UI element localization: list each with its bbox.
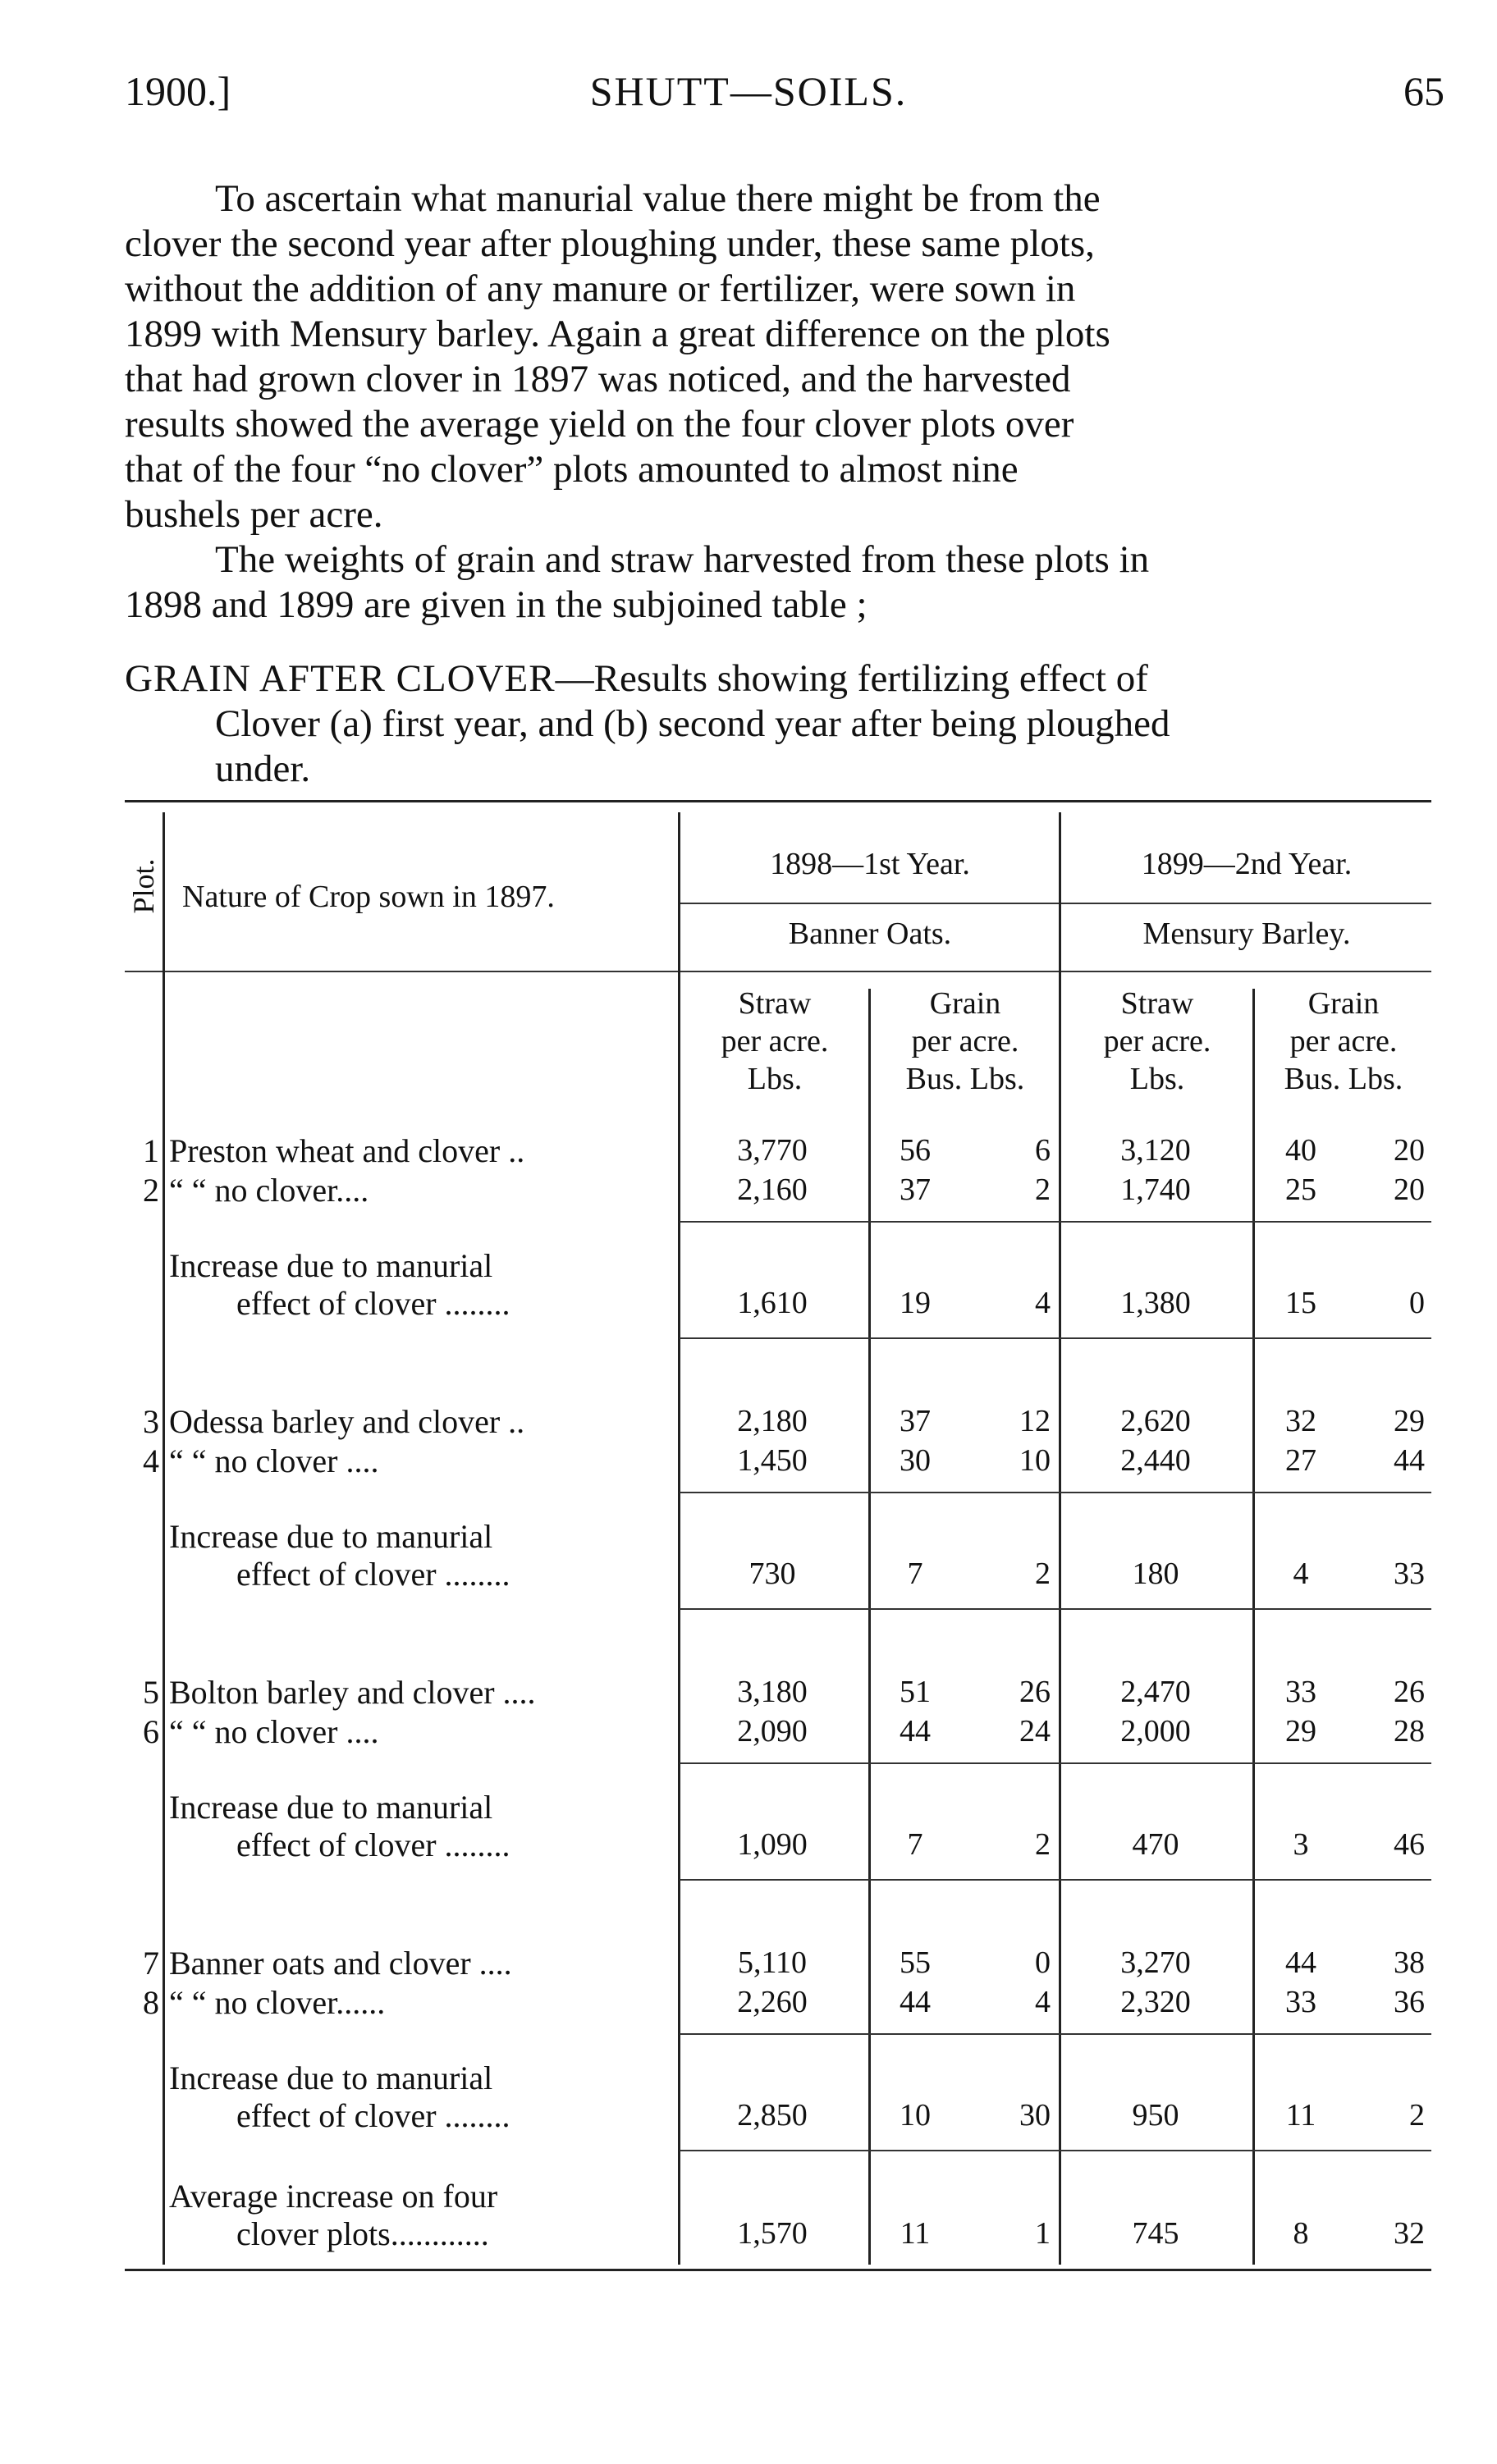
value-cell: 10 xyxy=(900,2098,931,2133)
value-cell: 2,320 xyxy=(1120,1985,1191,2019)
value-cell: 46 xyxy=(1394,1827,1425,1862)
plot-number: 2 xyxy=(143,1172,159,1209)
text-line: clover the second year after ploughing under, these same plots, xyxy=(125,222,1095,265)
value-cell: 12 xyxy=(1019,1404,1051,1438)
value-cell: 1,740 xyxy=(1120,1173,1191,1207)
value-cell: 3,180 xyxy=(737,1675,808,1709)
value-cell: 1,610 xyxy=(737,1286,808,1320)
label-column-rule xyxy=(678,812,680,2265)
value-cell: 15 xyxy=(1285,1286,1316,1320)
grain-1898-rule xyxy=(868,989,871,2265)
caption-line-2: Clover (a) first year, and (b) second year after being ploughed xyxy=(215,702,1170,745)
year-1898-header: 1898—1st Year. xyxy=(770,847,970,881)
body-paragraph-2 xyxy=(125,537,1431,628)
straw-1899-header: Straw per acre. Lbs. xyxy=(1103,986,1211,1096)
value-cell: 7 xyxy=(907,1827,923,1862)
table-bottom-rule xyxy=(125,2269,1431,2271)
value-cell: 10 xyxy=(1019,1443,1051,1478)
value-cell: 1 xyxy=(1035,2216,1051,2251)
value-cell: 2,440 xyxy=(1120,1443,1191,1478)
value-cell: 2,090 xyxy=(737,1714,808,1749)
running-head-year: 1900.] xyxy=(125,68,231,114)
increase-label: Increase due to manurial xyxy=(169,2059,493,2096)
value-cell: 44 xyxy=(1394,1443,1425,1478)
straw-1898-header: Straw per acre. Lbs. xyxy=(721,986,829,1096)
value-cell: 55 xyxy=(900,1945,931,1980)
group-rule xyxy=(680,1221,1431,1223)
value-cell: 44 xyxy=(900,1714,931,1749)
text-line: 1899 with Mensury barley. Again a great difference on the plots xyxy=(125,313,1110,355)
crop-header: Nature of Crop sown in 1897. xyxy=(182,880,555,914)
value-cell: 180 xyxy=(1132,1557,1179,1591)
value-cell: 24 xyxy=(1019,1714,1051,1749)
caption-rest: —Results showing fertilizing effect of xyxy=(555,657,1148,700)
crop-1898-header: Banner Oats. xyxy=(788,917,952,951)
value-cell: 2 xyxy=(1035,1557,1051,1591)
value-cell: 28 xyxy=(1394,1714,1425,1749)
increase-rule xyxy=(680,1608,1431,1610)
value-cell: 1,450 xyxy=(737,1443,808,1478)
value-cell: 20 xyxy=(1394,1133,1425,1168)
crop-label: “ “ no clover.... xyxy=(169,1172,369,1209)
crop-label: Bolton barley and clover .... xyxy=(169,1674,536,1711)
value-cell: 0 xyxy=(1409,1286,1425,1320)
value-cell: 26 xyxy=(1019,1675,1051,1709)
value-cell: 3,120 xyxy=(1120,1133,1191,1168)
text-line: that had grown clover in 1897 was noticed, and the harvested xyxy=(125,358,1071,400)
plot-column-rule xyxy=(163,812,165,2265)
value-cell: 25 xyxy=(1285,1173,1316,1207)
crop-label: “ “ no clover .... xyxy=(169,1442,379,1479)
value-cell: 1,380 xyxy=(1120,1286,1191,1320)
value-cell: 33 xyxy=(1285,1675,1316,1709)
value-cell: 1,090 xyxy=(737,1827,808,1862)
plot-number: 7 xyxy=(143,1945,159,1982)
value-cell: 8 xyxy=(1293,2216,1309,2251)
plot-header: Plot. xyxy=(127,858,160,914)
value-cell: 0 xyxy=(1035,1945,1051,1980)
value-cell: 2,000 xyxy=(1120,1714,1191,1749)
crop-1899-header: Mensury Barley. xyxy=(1142,917,1351,951)
plot-number: 8 xyxy=(143,1984,159,2021)
value-cell: 3,270 xyxy=(1120,1945,1191,1980)
caption-line-3: under. xyxy=(215,747,311,790)
value-cell: 11 xyxy=(900,2216,931,2251)
text-line: that of the four “no clover” plots amounted to almost nine xyxy=(125,448,1019,491)
crop-label: Odessa barley and clover .. xyxy=(169,1403,525,1440)
value-cell: 33 xyxy=(1394,1557,1425,1591)
year-1899-header: 1899—2nd Year. xyxy=(1141,847,1353,881)
value-cell: 950 xyxy=(1132,2098,1179,2133)
value-cell: 29 xyxy=(1394,1404,1425,1438)
value-cell: 4 xyxy=(1035,1286,1051,1320)
grain-1899-rule xyxy=(1252,989,1255,2265)
value-cell: 30 xyxy=(1019,2098,1051,2133)
value-cell: 745 xyxy=(1132,2216,1179,2251)
average-label: Average increase on four xyxy=(169,2178,498,2215)
group-rule xyxy=(680,2033,1431,2035)
value-cell: 4 xyxy=(1293,1557,1309,1591)
increase-rule xyxy=(680,2150,1431,2151)
value-cell: 730 xyxy=(748,1557,796,1591)
text-line: bushels per acre. xyxy=(125,493,383,536)
plot-number: 6 xyxy=(143,1713,159,1750)
value-cell: 19 xyxy=(900,1286,931,1320)
plot-number: 3 xyxy=(143,1403,159,1440)
increase-label: effect of clover ........ xyxy=(236,1285,510,1322)
year-divider-rule xyxy=(1059,812,1061,2265)
increase-label: Increase due to manurial xyxy=(169,1247,493,1284)
value-cell: 29 xyxy=(1285,1714,1316,1749)
plot-number: 5 xyxy=(143,1674,159,1711)
value-cell: 2,160 xyxy=(737,1173,808,1207)
value-cell: 56 xyxy=(900,1133,931,1168)
increase-label: Increase due to manurial xyxy=(169,1518,493,1555)
value-cell: 1,570 xyxy=(737,2216,808,2251)
increase-rule xyxy=(680,1879,1431,1881)
crop-label: “ “ no clover...... xyxy=(169,1984,386,2021)
value-cell: 2,620 xyxy=(1120,1404,1191,1438)
header-rule xyxy=(125,971,1431,972)
table-caption xyxy=(125,656,1431,792)
value-cell: 2 xyxy=(1035,1173,1051,1207)
value-cell: 36 xyxy=(1394,1985,1425,2019)
value-cell: 2 xyxy=(1409,2098,1425,2133)
grain-1898-header: Grain per acre. Bus. Lbs. xyxy=(905,986,1025,1096)
value-cell: 37 xyxy=(900,1404,931,1438)
value-cell: 27 xyxy=(1285,1443,1316,1478)
value-cell: 44 xyxy=(1285,1945,1316,1980)
value-cell: 26 xyxy=(1394,1675,1425,1709)
year-rule xyxy=(680,903,1431,904)
increase-rule xyxy=(680,1337,1431,1339)
page-number: 65 xyxy=(1403,68,1444,114)
value-cell: 5,110 xyxy=(737,1945,808,1980)
value-cell: 2,470 xyxy=(1120,1675,1191,1709)
value-cell: 37 xyxy=(900,1173,931,1207)
plot-number: 1 xyxy=(143,1132,159,1169)
average-label: clover plots............ xyxy=(236,2215,489,2252)
crop-label: “ “ no clover .... xyxy=(169,1713,379,1750)
plot-number: 4 xyxy=(143,1442,159,1479)
value-cell: 11 xyxy=(1285,2098,1316,2133)
group-rule xyxy=(680,1762,1431,1764)
text-line: results showed the average yield on the four clover plots over xyxy=(125,403,1074,446)
crop-label: Preston wheat and clover .. xyxy=(169,1132,525,1169)
value-cell: 40 xyxy=(1285,1133,1316,1168)
group-rule xyxy=(680,1492,1431,1493)
value-cell: 2,180 xyxy=(737,1404,808,1438)
text-line: without the addition of any manure or fertilizer, were sown in xyxy=(125,267,1076,310)
value-cell: 2 xyxy=(1035,1827,1051,1862)
increase-label: effect of clover ........ xyxy=(236,1826,510,1863)
value-cell: 38 xyxy=(1394,1945,1425,1980)
value-cell: 4 xyxy=(1035,1985,1051,2019)
value-cell: 7 xyxy=(907,1557,923,1591)
increase-label: effect of clover ........ xyxy=(236,1556,510,1593)
value-cell: 6 xyxy=(1035,1133,1051,1168)
caption-lead: GRAIN AFTER CLOVER xyxy=(125,657,556,700)
increase-label: Increase due to manurial xyxy=(169,1789,493,1826)
value-cell: 20 xyxy=(1394,1173,1425,1207)
text-line: The weights of grain and straw harvested from these plots in xyxy=(215,538,1150,581)
text-line: 1898 and 1899 are given in the subjoined table ; xyxy=(125,583,868,626)
value-cell: 3,770 xyxy=(737,1133,808,1168)
value-cell: 2,850 xyxy=(737,2098,808,2133)
text-line: To ascertain what manurial value there might be from the xyxy=(215,177,1101,220)
value-cell: 33 xyxy=(1285,1985,1316,2019)
value-cell: 32 xyxy=(1394,2216,1425,2251)
value-cell: 470 xyxy=(1132,1827,1179,1862)
value-cell: 30 xyxy=(900,1443,931,1478)
crop-label: Banner oats and clover .... xyxy=(169,1945,512,1982)
grain-1899-header: Grain per acre. Bus. Lbs. xyxy=(1284,986,1403,1096)
body-paragraph-1 xyxy=(125,176,1431,537)
value-cell: 3 xyxy=(1293,1827,1309,1862)
value-cell: 32 xyxy=(1285,1404,1316,1438)
value-cell: 2,260 xyxy=(737,1985,808,2019)
value-cell: 51 xyxy=(900,1675,931,1709)
value-cell: 44 xyxy=(900,1985,931,2019)
running-head-title: SHUTT—SOILS. xyxy=(589,68,908,114)
table-top-rule xyxy=(125,800,1431,802)
increase-label: effect of clover ........ xyxy=(236,2097,510,2134)
